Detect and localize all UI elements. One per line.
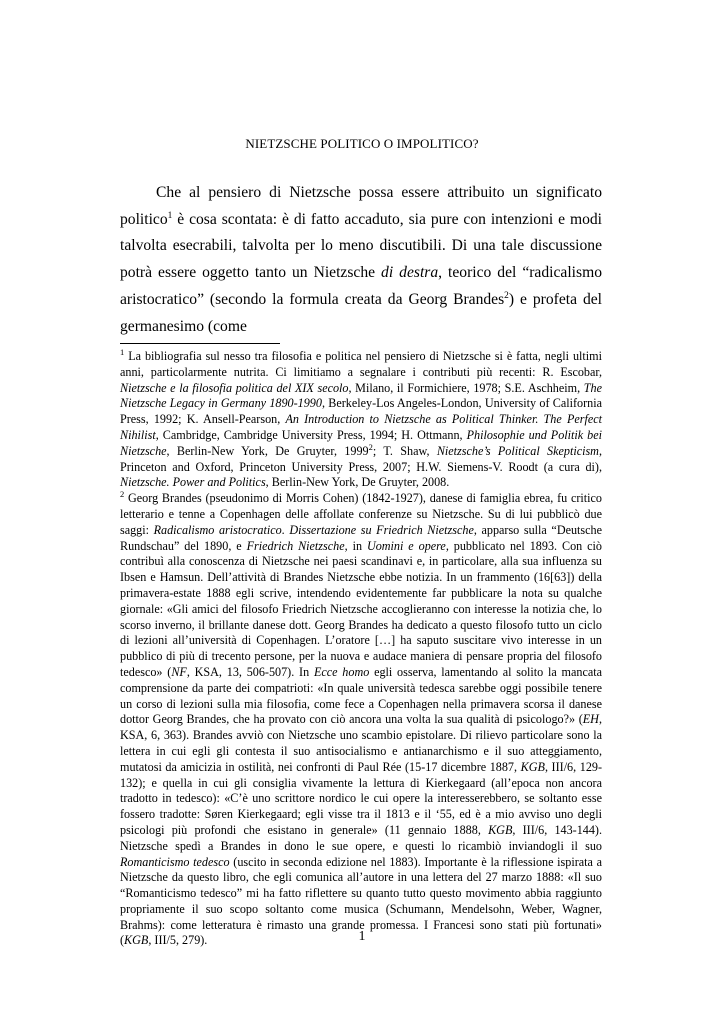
footnote-italic: Nietzsche’s Political Skepticism <box>436 443 599 458</box>
footnote-text: , III/6, 129-132); e quella in cui gli consiglia vivamente la lettura di Kierkegaard (all’epoca non ancora tradotto in tedesco): «C’è uno scrittore nordico le cui opere la interesserebbero, se soltanto esse fossero tradotte: Søren Kierkegaard; egli visse tra il 1813 e il ‘55, ed è a mio avviso uno degli psicologi più profondi che esistano in generale» (11 gennaio 1888, <box>120 759 603 837</box>
footnote-italic: NF <box>171 664 187 679</box>
footnote-italic: Radicalismo aristocratico <box>153 522 282 537</box>
footnote-number: 2 <box>120 489 125 500</box>
footnote-italic: EH <box>582 712 599 727</box>
footnote-italic: KGB <box>488 822 513 837</box>
footnote-text: , apparso sulla “Deutsche Rundschau” del 1890, e <box>120 522 602 553</box>
footnote-text: , Berkeley-Los Angeles-London, University of California Press, 1992; K. Ansell-Pearson, <box>120 396 602 427</box>
footnote-italic: The Nietzsche Legacy in Germany 1890-1990 <box>120 380 602 411</box>
footnote-text: Georg Brandes (pseudonimo di Morris Cohen) (1842-1927), danese di famiglia ebrea, fu critico letterario e tenne a Copenhagen delle affollate conferenze su Nietzsche. Su di lui pubblicò due saggi: <box>120 491 602 537</box>
footnote-text: La bibliografia sul nesso tra filosofia e politica nel pensiero di Nietzsche si è fatta, negli ultimi anni, particolarmente nutrita. Ci limitiamo a segnalare i contributi più recenti: R. Escobar, <box>120 349 602 379</box>
footnote-italic: Ecce homo <box>313 664 370 679</box>
paragraph-text: , teorico del “radicalismo aristocratico” (secondo la formula creata da Georg Brandes <box>120 264 602 308</box>
footnote-superscript: 2 <box>368 441 373 452</box>
page-title: NIETZSCHE POLITICO O IMPOLITICO? <box>245 136 479 151</box>
footnote-italic: Dissertazione su Friedrich Nietzsche <box>289 522 474 537</box>
footnote-text: ; T. Shaw, <box>372 443 437 458</box>
footnote-italic: Nietzsche. Power and Politics <box>120 475 266 490</box>
footnote-italic: KGB <box>124 933 149 948</box>
footnote-text: . <box>281 522 290 537</box>
footnote-text: , III/6, 143-144). Nietzsche spedì a Brandes in dono le sue opere, e questi lo ricambiò inviandogli il suo <box>120 822 602 853</box>
footnote-ref-2[interactable]: 2 <box>504 290 509 301</box>
footnote-italic: KGB <box>520 759 545 774</box>
footnote-text: , III/5, 279). <box>148 933 208 948</box>
footnote-number: 1 <box>120 346 125 357</box>
footnote-2 <box>120 491 602 949</box>
footnote-text: , Cambridge, Cambridge University Press, 1994; H. Ottmann, <box>155 427 467 442</box>
footnote-text: (uscito in seconda edizione nel 1883). Importante è la riflessione ispirata a Nietzsche da questo libro, che egli comunica all’autore in una lettera del 27 marzo 1888: «Il suo “Romanticismo tedesco” mi ha fatto riflettere su quanto tutto questo movimento abbia raggiunto propriamente il suo scopo soltanto come musica (Schumann, Mendelsohn, Weber, Wagner, Brahms): come letteratura è rimasto una grande promessa. I Francesi sono stati più fortunati» ( <box>120 854 603 948</box>
footnote-text: egli osserva, lamentando al solito la mancata comprensione da parte dei compatrioti: «In quale università tedesca sarebbe oggi possibile tenere un corso di lezioni sulla mia filosofia, come fece a Copenhagen nella primavera scorsa il danese dottor Georg Brandes, che ha provato con ciò ancora una volta la sua qualità di psicologo?» ( <box>120 664 602 727</box>
footnote-1 <box>120 346 602 491</box>
footnote-italic: An Introduction to Nietzsche as Political Thinker. The Perfect Nihilist <box>120 412 602 442</box>
footnote-text: , Milano, il Formichiere, 1978; S.E. Aschheim, <box>348 380 584 395</box>
body-paragraph <box>120 180 602 340</box>
paragraph-text: ) e profeta del germanesimo (come <box>120 290 602 335</box>
footnote-text: in <box>347 538 367 553</box>
footnote-text: , KSA, 6, 363). Brandes avviò con Nietzsche uno scambio epistolare. Di rilievo particolare sono la lettera in cui egli gli contesta il suo antisocialismo e antianarchismo e il suo atteggiamento, mutatosi da amicizia in ostilità, nei confronti di Paul Rée (15-17 dicembre 1887, <box>120 712 602 774</box>
paragraph-text: è cosa scontata: è di fatto accaduto, sia pure con intenzioni e modi talvolta esecrabili, talvolta per lo meno discutibili. Di una tale discussione potrà essere oggetto tanto un Nietzsche <box>120 210 602 282</box>
footnote-separator <box>120 343 280 344</box>
paragraph-text: Che al pensiero di Nietzsche possa essere attribuito un significato politico <box>120 184 602 228</box>
footnote-text: pubblicato nel 1893. Con ciò contribuì alla conoscenza di Nietzsche nei paesi scandinavi e, in particolare, alla sua influenza su Ibsen e Hamsun. Dell’attività di Brandes Nietzsche ebbe notizia. In un frammento (16[63]) della primavera-estate 1888 egli scrive, intendendo evidentemente far pubblicare la nota su qualche giornale: «Gli amici del filosofo Friedrich Nietzsche accoglieranno con interesse la notizia che, lo scorso inverno, il brillante danese dott. Georg Brandes ha dedicato a questo filosofo tutto un ciclo di lezioni all’università di Copenhagen. L’oratore […] ha saputo suscitare vivo interesse in un pubblico di più di trecento persone, per la nuova e audace maniera di pensare propria del filosofo tedesco» ( <box>120 538 602 679</box>
footnote-text: , Princeton and Oxford, Princeton University Press, 2007; H.W. Siemens-V. Roodt (a cura di), <box>120 443 602 474</box>
footnote-italic: Uomini e opere, <box>366 538 449 553</box>
footnote-ref-1[interactable]: 1 <box>167 210 173 221</box>
page-number: 1 <box>358 929 366 944</box>
footnote-italic: Friedrich Nietzsche, <box>246 538 348 553</box>
footnote-text: , KSA, 13, 506-507). In <box>186 664 314 679</box>
footnote-italic: Nietzsche e la filosofia politica del XIX secolo <box>120 380 349 395</box>
footnote-text: , Berlin-New York, De Gruyter, 2008. <box>265 475 450 490</box>
footnote-italic: Philosophie und Politik bei Nietzsche <box>120 427 602 458</box>
footnote-italic: Romanticismo tedesco <box>120 854 230 869</box>
footnotes <box>120 346 603 949</box>
footnote-text: , Berlin-New York, De Gruyter, 1999 <box>166 443 369 458</box>
paragraph-italic: di destra <box>381 264 439 282</box>
